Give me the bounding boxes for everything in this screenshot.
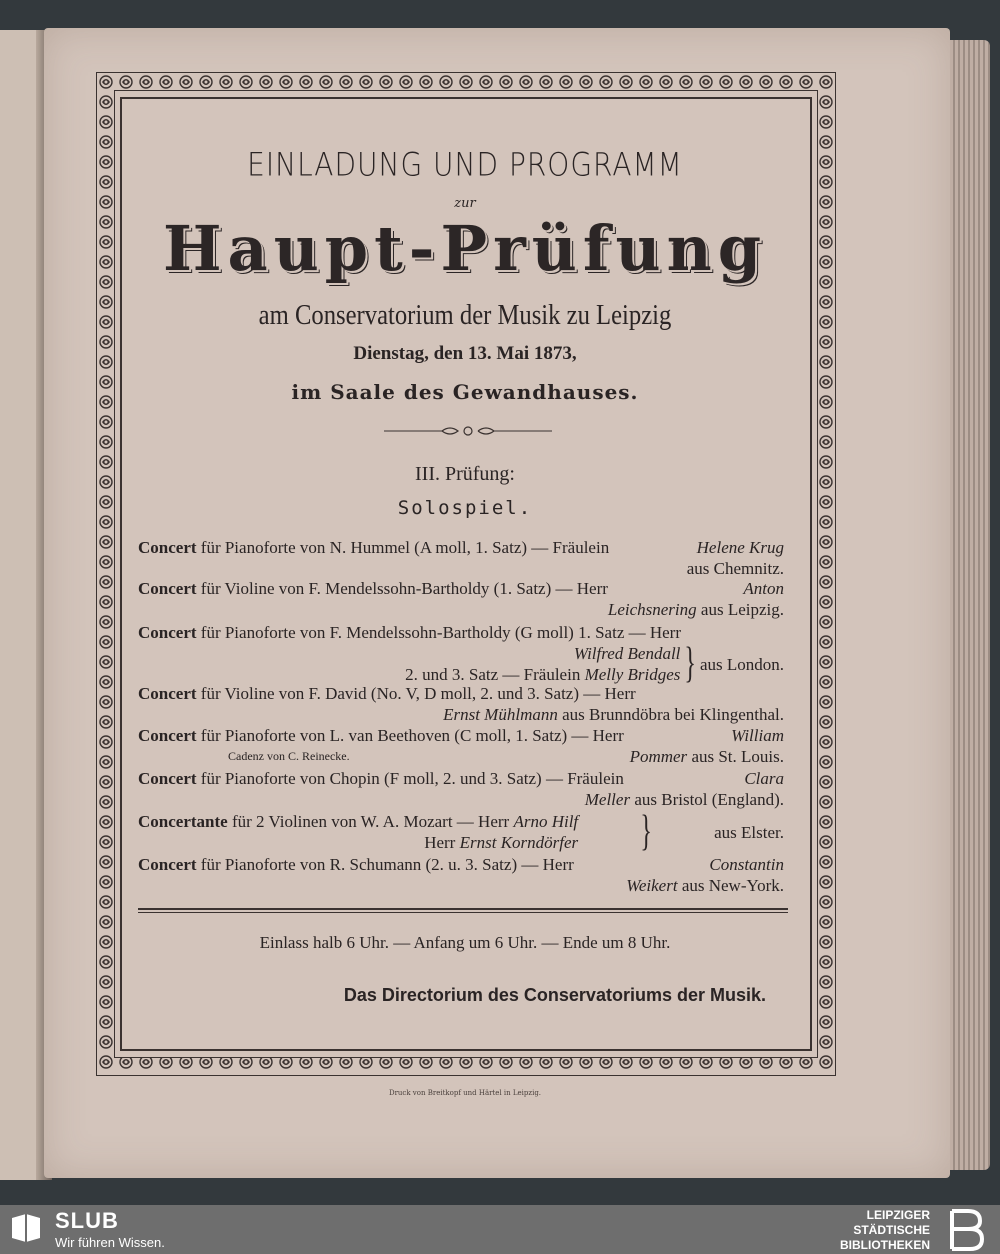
performer-name: Meller (584, 790, 631, 809)
work-type: Concert (138, 769, 197, 788)
work-type: Concert (138, 579, 197, 598)
divider-rule (138, 908, 788, 910)
performer-name: Clara (744, 769, 784, 788)
institution-line: am Conservatorium der Musik zu Leipzig (258, 300, 672, 331)
performer-name: Leichsnering (607, 600, 697, 619)
work-type: Concert (138, 538, 197, 557)
program-item (138, 683, 784, 725)
lsb-line-3: BIBLIOTHEKEN (840, 1238, 930, 1252)
work-type: Concert (138, 623, 197, 642)
performer-origin: aus New-York. (681, 876, 784, 895)
performer-name: Ernst Korndörfer (459, 833, 579, 852)
zur-text: zur (454, 196, 476, 211)
work-description: für Pianoforte von L. van Beethoven (C moll, 1. Satz) — Herr (200, 726, 624, 745)
work-description: für Pianoforte von R. Schumann (2. u. 3. Satz) — Herr (200, 855, 574, 874)
title-text: Herr (424, 833, 456, 852)
performer-origin: aus Chemnitz. (686, 559, 784, 578)
divider-ornament (384, 424, 552, 438)
lsb-line-1: LEIPZIGER (866, 1208, 930, 1222)
program-item (138, 537, 784, 579)
performer-name: Arno Hilf (513, 812, 579, 831)
movement-text: 2. und 3. Satz — Fräulein (405, 665, 581, 684)
program-item (138, 578, 784, 620)
section-heading: Solospiel. (397, 497, 533, 519)
lsb-line-2: STÄDTISCHE (853, 1223, 930, 1237)
program-item: Concertante für 2 Violinen von W. A. Mozart — Herr Arno Hilf Herr Ernst Korndörfer } aus Elster. (138, 808, 784, 856)
printer-note: Druck von Breitkopf und Härtel in Leipzig. (388, 1089, 542, 1097)
exam-number: III. Prüfung: (415, 463, 515, 485)
work-type: Concert (138, 855, 197, 874)
performer-name: Melly Bridges (584, 665, 681, 684)
signature-line: Das Directorium des Conservatoriums der Musik. (343, 985, 766, 1005)
performer-origin: aus St. Louis. (691, 747, 784, 766)
date-line: Dienstag, den 13. Mai 1873, (353, 343, 577, 364)
performer-origin: aus Brunndöbra bei Klingenthal. (562, 705, 784, 724)
divider-rule (138, 912, 788, 913)
work-description: für Pianoforte von Chopin (F moll, 2. und 3. Satz) — Fräulein (200, 769, 624, 788)
work-description: für 2 Violinen von W. A. Mozart — Herr (231, 812, 510, 831)
work-type: Concert (138, 726, 197, 745)
slub-tagline: Wir führen Wissen. (55, 1235, 165, 1250)
times-line: Einlass halb 6 Uhr. — Anfang um 6 Uhr. — Ende um 8 Uhr. (259, 933, 671, 952)
lsb-name (820, 1208, 930, 1253)
slub-logo-icon (10, 1212, 42, 1244)
performer-name: Pommer (629, 747, 688, 766)
program-item (138, 854, 784, 896)
work-type: Concertante (138, 812, 228, 831)
program-item: Concert für Pianoforte von F. Mendelssohn-Bartholdy (G moll) 1. Satz — Herr Wilfred Bendall 2. und 3. Satz — Fräulein Melly Bridges } aus London. (138, 623, 784, 688)
header-line: EINLADUNG UND PROGRAMM (247, 145, 683, 184)
work-description: für Violine von F. David (No. V, D moll, 2. und 3. Satz) — Herr (200, 684, 636, 703)
cadenza-note: Cadenz von C. Reinecke. (228, 749, 350, 763)
performer-origin: aus Bristol (England). (634, 790, 784, 809)
main-title: Haupt-Prüfung (162, 212, 768, 285)
program-item (138, 725, 784, 767)
performer-name: Anton (743, 579, 784, 598)
performer-name: Constantin (709, 855, 784, 874)
work-type: Concert (138, 684, 197, 703)
work-description: für Pianoforte von N. Hummel (A moll, 1. Satz) — Fräulein (200, 538, 610, 557)
performer-origin: aus Elster. (714, 822, 784, 842)
performer-origin: aus London. (699, 654, 784, 674)
work-description: für Violine von F. Mendelssohn-Bartholdy (1. Satz) — Herr (200, 579, 608, 598)
lsb-logo-icon (942, 1207, 990, 1253)
performer-origin: aus Leipzig. (700, 600, 784, 619)
venue-line: im Saale des Gewandhauses. (291, 380, 639, 404)
program-item (138, 768, 784, 810)
performer-name: Ernst Mühlmann (443, 705, 558, 724)
performer-name: Helene Krug (696, 538, 784, 557)
performer-name: William (731, 726, 784, 745)
work-description: für Pianoforte von F. Mendelssohn-Bartholdy (G moll) 1. Satz — Herr (200, 623, 682, 642)
performer-name: Wilfred Bendall (573, 644, 681, 663)
performer-name: Weikert (626, 876, 678, 895)
slub-name: SLUB (55, 1208, 119, 1233)
